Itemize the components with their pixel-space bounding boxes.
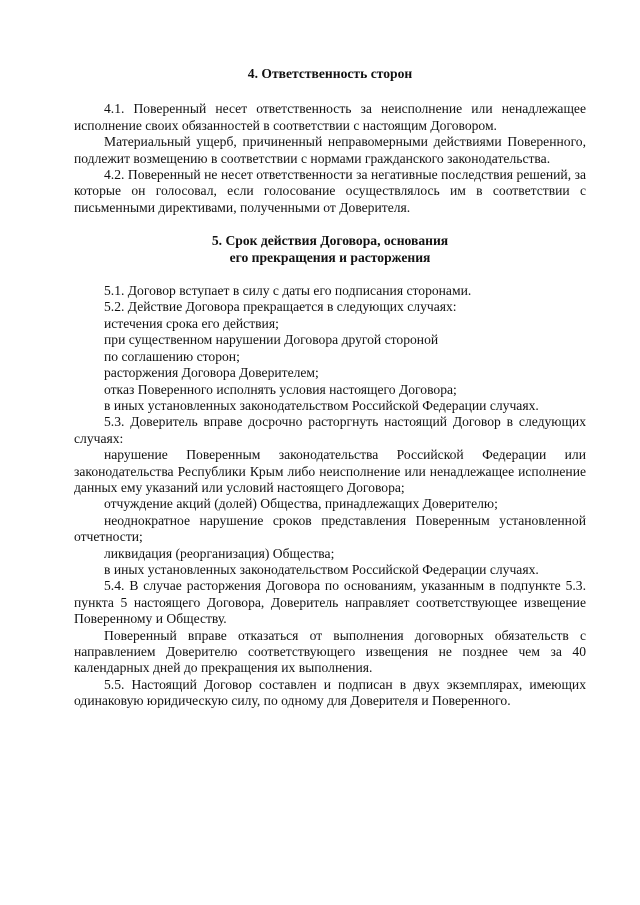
paragraph-5-2: 5.2. Действие Договора прекращается в следующих случаях:: [104, 299, 457, 315]
list-item-5-3-other: в иных установленных законодательством Российской Федерации случаях.: [104, 561, 539, 577]
section-5-heading-line-2: его прекращения и расторжения: [229, 249, 431, 265]
list-item-5-2-refusal: отказ Поверенного исполнять условия настоящего Договора;: [104, 381, 457, 397]
section-5-heading: [74, 233, 586, 266]
list-item-5-2-breach: при существенном нарушении Договора другой стороной: [104, 332, 439, 348]
paragraph-4-2: 4.2. Поверенный не несет ответственности за негативные последствия решений, за которые он голосовал, если голосование осуществлялось им в соответствии с письменными директивами, полученными от Доверителя.: [74, 167, 586, 215]
paragraph-5-1: 5.1. Договор вступает в силу с даты его подписания сторонами.: [104, 283, 472, 299]
list-item-5-3-alienation: отчуждение акций (долей) Общества, принадлежащих Доверителю;: [104, 496, 498, 512]
list-item-5-2-expiry: истечения срока его действия;: [104, 315, 279, 331]
paragraph-5-4: 5.4. В случае расторжения Договора по основаниям, указанным в подпункте 5.3. пункта 5 настоящего Договора, Доверитель направляет соответствующее извещение Поверенному и Обществу.: [74, 578, 586, 627]
document-page: [74, 66, 586, 710]
paragraph-5-5: 5.5. Настоящий Договор составлен и подписан в двух экземплярах, имеющих одинаковую юридическую силу, по одному для Доверителя и Поверенного.: [74, 676, 586, 709]
paragraph-4-1: 4.1. Поверенный несет ответственность за неисполнение или ненадлежащее исполнение своих обязанностей в соответствии с настоящим Договором.: [74, 101, 586, 133]
paragraph-5-3: 5.3. Доверитель вправе досрочно расторгнуть настоящий Договор в следующих случаях:: [74, 414, 586, 446]
list-item-5-2-agreement: по соглашению сторон;: [104, 348, 240, 364]
list-item-5-2-other: в иных установленных законодательством Российской Федерации случаях.: [104, 397, 539, 413]
list-item-5-3-reporting: неоднократное нарушение сроков представления Поверенным установленной отчетности;: [74, 512, 586, 545]
paragraph-5-4-refusal: Поверенный вправе отказаться от выполнения договорных обязательств с направлением Доверителю соответствующего извещения не позднее чем за 40 календарных дней до прекращения их выполнения.: [74, 627, 586, 676]
section-4-heading: 4. Ответственность сторон: [247, 66, 413, 81]
list-item-5-2-termination: расторжения Договора Доверителем;: [104, 365, 319, 381]
paragraph-4-1-damage: Материальный ущерб, причиненный неправомерными действиями Поверенного, подлежит возмещению в соответствии с нормами гражданского законодательства.: [74, 134, 586, 166]
list-item-5-3-liquidation: ликвидация (реорганизация) Общества;: [104, 545, 335, 561]
list-item-5-3-violation: нарушение Поверенным законодательства Российской Федерации или законодательства Республики Крым либо неисполнение или ненадлежащее исполнение данных ему указаний или условий настоящего Договора;: [74, 447, 586, 495]
section-5-heading-line-1: 5. Срок действия Договора, основания: [211, 233, 449, 249]
